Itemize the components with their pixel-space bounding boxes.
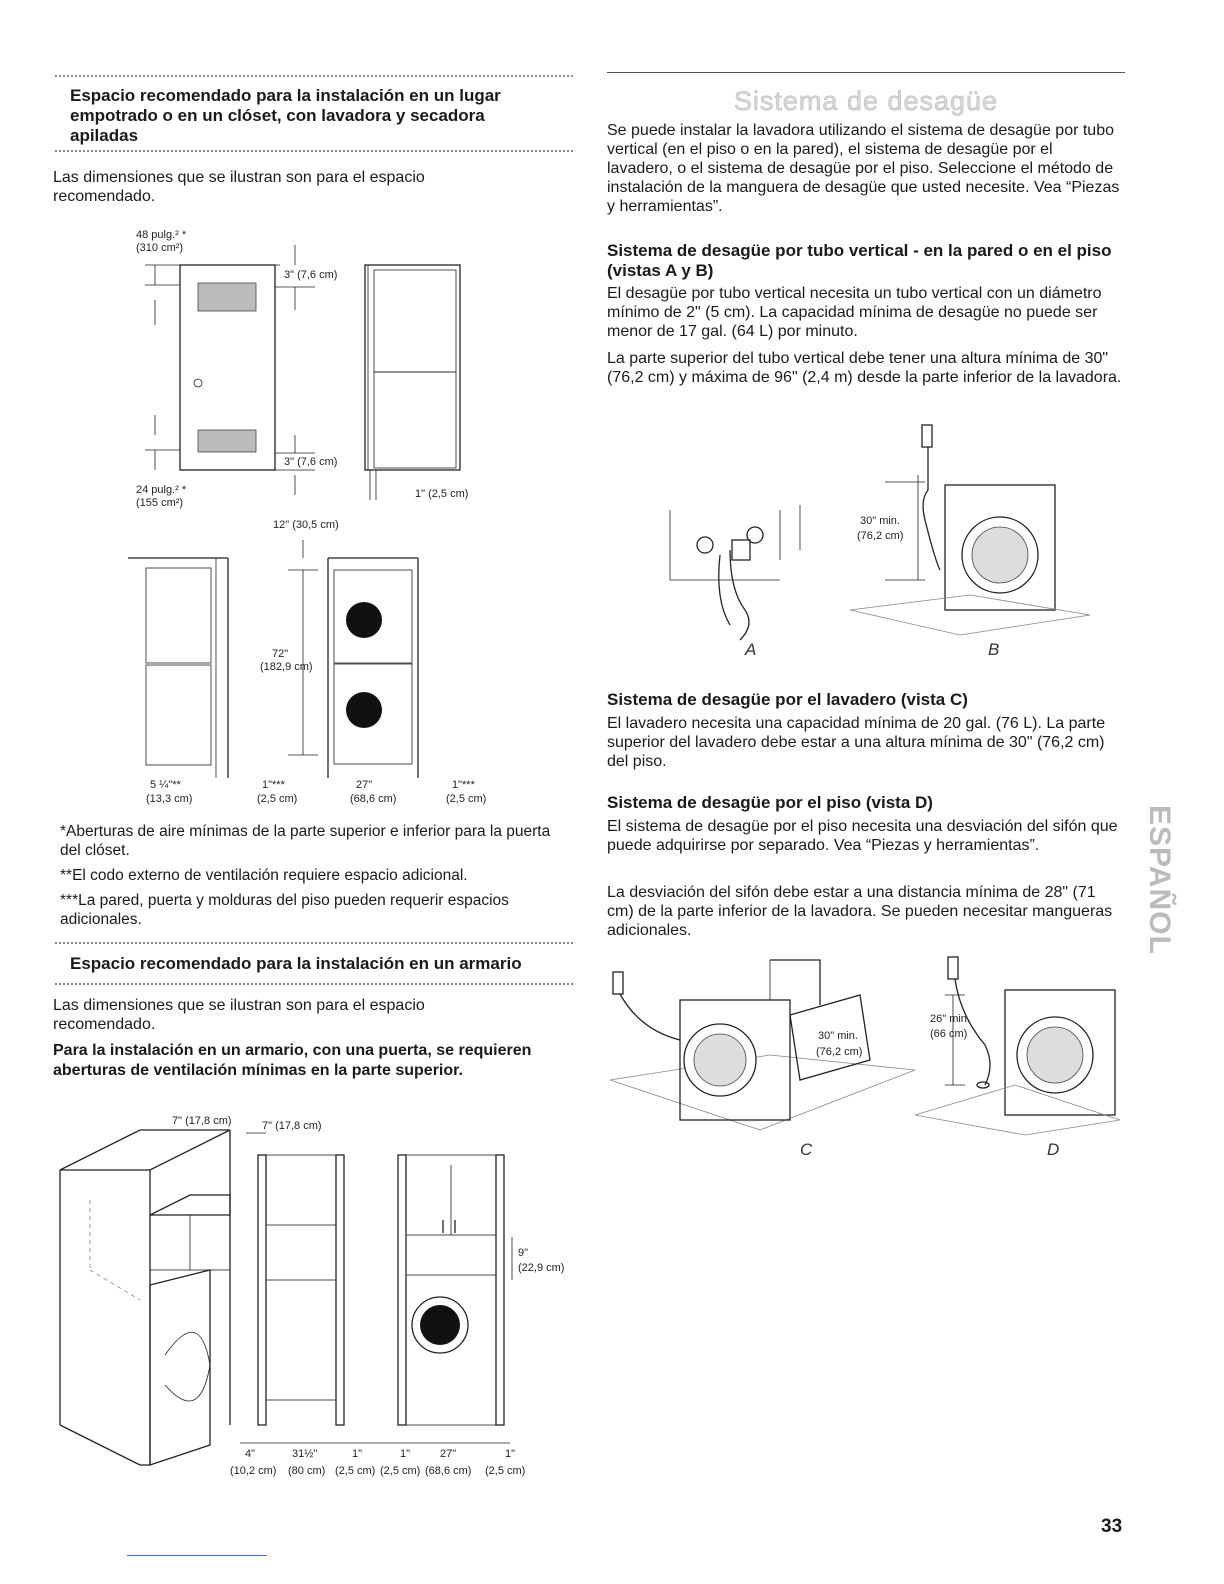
dim-d2: 1"*** [262, 779, 285, 791]
footnote-3: ***La pared, puerta y molduras del piso pueden requerir espacios adicionales. [60, 892, 509, 928]
section-title-closet: Espacio recomendado para la instalación en un lugar empotrado o en un clóset, con lavadora y secadora apiladas [70, 86, 501, 145]
fig-b-min-metric: (76,2 cm) [857, 530, 904, 542]
divider [55, 983, 573, 985]
top-vent-label-metric: (310 cm²) [136, 242, 184, 254]
divider [55, 150, 573, 152]
cabinet-bottom-dim: 1" [505, 1448, 516, 1460]
language-side-tab [1143, 805, 1178, 1065]
cabinet-bottom-dim-metric: (2,5 cm) [335, 1465, 376, 1477]
top-divider-left [55, 75, 573, 77]
language-side-tab-label: ESPAÑOL [1143, 805, 1176, 955]
fig-d-min-metric: (66 cm) [930, 1028, 968, 1040]
floor-drain-text-1: El sistema de desagüe por el piso necesita una desviación del sifón que puede adquirirse por separado. Vea “Piezas y herramientas”. [607, 818, 1118, 854]
cabinet-bottom-dim-metric: (2,5 cm) [485, 1465, 526, 1477]
dim-top-clearance: 12" (30,5 cm) [273, 519, 339, 531]
laundry-tub-text: El lavadero necesita una capacidad mínima de 20 gal. (76 L). La parte superior del lavadero debe estar a una altura mínima de 30" (76,2 cm) del piso. [607, 715, 1106, 770]
standpipe-text-1: El desagüe por tubo vertical necesita un tubo vertical con un diámetro mínimo de 2" (5 cm). La capacidad mínima de desagüe no puede ser menor de 17 gal. (64 L) por minuto. [607, 285, 1102, 340]
fig-d-min: 26" min. [930, 1013, 970, 1025]
dim-d4: 1"*** [452, 779, 475, 791]
side-gap-label: 1" (2,5 cm) [415, 488, 469, 500]
closet-door-diagram [140, 245, 480, 515]
cabinet-bottom-dim: 1" [352, 1448, 363, 1460]
cabinet-dim-c: 9" [518, 1247, 529, 1259]
dim-d4-metric: (2,5 cm) [446, 793, 487, 805]
cabinet-bottom-dim-metric: (80 cm) [288, 1465, 326, 1477]
footnote-1: *Aberturas de aire mínimas de la parte superior e inferior para la puerta del clóset. [60, 823, 551, 859]
closet-intro: Las dimensiones que se ilustran son para el espacio recomendado. [53, 169, 425, 205]
standpipe-diagram-a [650, 500, 820, 640]
bottom-vent-label-metric: (155 cm²) [136, 497, 184, 509]
caption-b: B [988, 640, 1000, 659]
dim-height: 72" [272, 648, 289, 660]
bottom-vent-label: 24 pulg.² * [136, 484, 187, 496]
cabinet-bottom-dim: 27" [440, 1448, 457, 1460]
cabinet-bottom-dim-metric: (10,2 cm) [230, 1465, 277, 1477]
dim-d3: 27" [356, 779, 373, 791]
cabinet-dim-b: 7" (17,8 cm) [262, 1120, 322, 1132]
dim-d1: 5 ¼"** [150, 779, 181, 791]
laundry-tub-diagram-c [610, 960, 930, 1130]
stacked-front-diagram [128, 540, 428, 800]
fig-c-min: 30" min. [818, 1030, 858, 1042]
drain-section-title: Sistema de desagüe [733, 86, 999, 116]
cabinet-bottom-dim-metric: (68,6 cm) [425, 1465, 472, 1477]
caption-d: D [1047, 1140, 1060, 1159]
floor-drain-diagram-d [915, 955, 1125, 1135]
page-number: 33 [1101, 1516, 1123, 1537]
footnote-2: **El codo externo de ventilación requiere espacio adicional. [60, 867, 468, 884]
standpipe-text-2: La parte superior del tubo vertical debe tener una altura mínima de 30" (76,2 cm) y máxima de 96" (2,4 m) desde la parte inferior de la lavadora. [607, 350, 1122, 386]
cabinet-bottom-dim-metric: (2,5 cm) [380, 1465, 421, 1477]
cabinet-bottom-dim: 31½" [292, 1448, 318, 1460]
standpipe-diagram-b [850, 420, 1090, 640]
caption-c: C [800, 1140, 813, 1159]
cabinet-bottom-dim: 4" [245, 1448, 256, 1460]
cabinet-dim-c-metric: (22,9 cm) [518, 1262, 565, 1274]
cabinet-diagram [60, 1125, 520, 1465]
drain-intro: Se puede instalar la lavadora utilizando el sistema de desagüe por tubo vertical (en el piso o en la pared), el sistema de desagüe por el lavadero, o el sistema de desagüe por el piso. Seleccione el método de instalación de la manguera de desagüe que usted necesite. Vea “Piezas y herramientas”. [607, 122, 1120, 215]
laundry-tub-heading: Sistema de desagüe por el lavadero (vista C) [607, 690, 968, 709]
cabinet-bottom-dim: 1" [400, 1448, 411, 1460]
section-title-cabinet: Espacio recomendado para la instalación en un armario [70, 954, 522, 973]
cabinet-dim-a: 7" (17,8 cm) [172, 1115, 232, 1127]
top-vent-label: 48 pulg.² * [136, 229, 187, 241]
cabinet-intro: Las dimensiones que se ilustran son para el espacio recomendado. [53, 997, 425, 1033]
cabinet-note: Para la instalación en un armario, con una puerta, se requieren aberturas de ventilación mínimas en la parte superior. [53, 1042, 532, 1079]
dim-height-metric: (182,9 cm) [260, 661, 313, 673]
fig-b-min: 30" min. [860, 515, 900, 527]
standpipe-heading: Sistema de desagüe por tubo vertical - en la pared o en el piso (vistas A y B) [607, 241, 1112, 280]
floor-drain-heading: Sistema de desagüe por el piso (vista D) [607, 793, 933, 812]
dim-bottom-gap: 3" (7,6 cm) [284, 456, 338, 468]
dim-d1-metric: (13,3 cm) [146, 793, 193, 805]
floor-drain-text-2: La desviación del sifón debe estar a una distancia mínima de 28" (71 cm) de la parte inferior de la lavadora. Se pueden necesitar mangueras adicionales. [607, 884, 1113, 939]
caption-a: A [745, 640, 757, 659]
dim-d2-metric: (2,5 cm) [257, 793, 298, 805]
divider [55, 942, 573, 944]
dim-top-gap: 3" (7,6 cm) [284, 269, 338, 281]
top-divider-right [607, 72, 1125, 73]
footer-link-line [127, 1555, 267, 1556]
dim-d3-metric: (68,6 cm) [350, 793, 397, 805]
fig-c-min-metric: (76,2 cm) [816, 1046, 863, 1058]
